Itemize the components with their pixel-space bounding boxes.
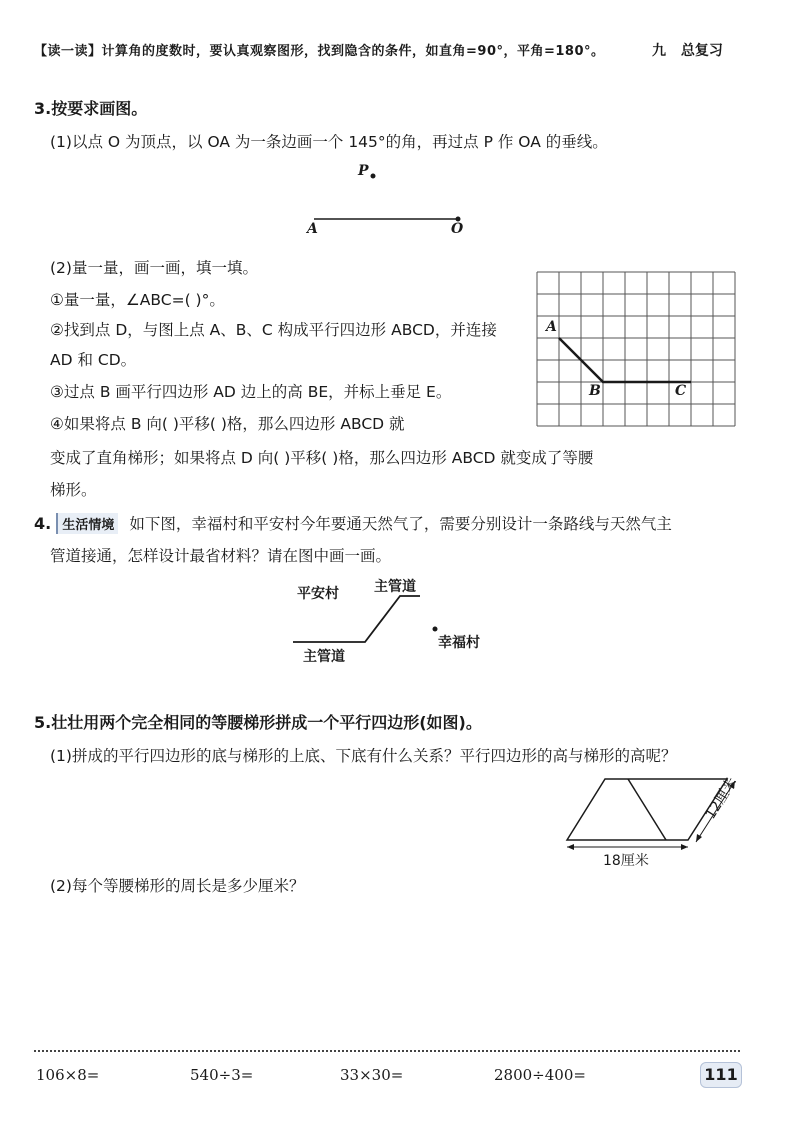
footer-calc-1: 106×8= bbox=[36, 1066, 100, 1084]
q3-part2-item2a: ②找到点 D，与图上点 A、B、C 构成平行四边形 ABCD，并连接 bbox=[50, 321, 497, 339]
footer-calc-2: 540÷3= bbox=[190, 1066, 254, 1084]
q4-text-a: 如下图，幸福村和平安村今年要通天然气了，需要分别设计一条路线与天然气主 bbox=[129, 515, 672, 533]
q4-text-b: 管道接通，怎样设计最省材料？请在图中画一画。 bbox=[50, 547, 392, 565]
page-number: 111 bbox=[700, 1062, 742, 1088]
q3-part2-item3: ③过点 B 画平行四边形 AD 边上的高 BE，并标上垂足 E。 bbox=[50, 383, 452, 401]
q4-tag: 生活情境 bbox=[56, 513, 118, 534]
grid-label-a: A bbox=[546, 319, 557, 335]
side-length-label: 12厘米 bbox=[702, 774, 741, 823]
q5-part1-text: (1)拼成的平行四边形的底与梯形的上底、下底有什么关系？平行四边形的高与梯形的高呢？ bbox=[50, 747, 677, 765]
q3-part2-item2b: AD 和 CD。 bbox=[50, 351, 137, 369]
q3-part1-text: (1)以点 O 为顶点，以 OA 为一条边画一个 145°的角，再过点 P 作 OA 的垂线。 bbox=[50, 133, 608, 151]
grid-label-c: C bbox=[675, 383, 687, 399]
label-main-pipe-bottom: 主管道 bbox=[303, 649, 345, 665]
q5-title: 5.壮壮用两个完全相同的等腰梯形拼成一个平行四边形(如图)。 bbox=[34, 713, 482, 732]
footer-divider bbox=[34, 1050, 740, 1052]
q3-part2-title: (2)量一量，画一画，填一填。 bbox=[50, 259, 258, 277]
header-tip: 【读一读】计算角的度数时，要认真观察图形，找到隐含的条件，如直角=90°，平角=180°。 bbox=[34, 44, 605, 59]
label-main-pipe-top: 主管道 bbox=[374, 579, 416, 595]
q5-part2-text: (2)每个等腰梯形的周长是多少厘米？ bbox=[50, 877, 305, 895]
q3-part2-item4c: 梯形。 bbox=[50, 481, 97, 499]
label-point-a: A bbox=[307, 221, 318, 237]
label-xingfu-village: 幸福村 bbox=[438, 635, 480, 651]
label-point-o: O bbox=[451, 221, 464, 237]
footer-calc-4: 2800÷400= bbox=[494, 1066, 586, 1084]
q3-title: 3.按要求画图。 bbox=[34, 99, 148, 118]
footer-calc-3: 33×30= bbox=[340, 1066, 404, 1084]
q3-part2-item4a: ④如果将点 B 向( )平移( )格，那么四边形 ABCD 就 bbox=[50, 415, 405, 433]
header-unit: 九 总复习 bbox=[652, 43, 723, 59]
q3-part2-item4b: 变成了直角梯形；如果将点 D 向( )平移( )格，那么四边形 ABCD 就变成了等腰 bbox=[50, 449, 594, 467]
trapezoid-divider bbox=[628, 779, 666, 840]
base-length-label: 18厘米 bbox=[603, 853, 649, 869]
grid-label-b: B bbox=[589, 383, 601, 399]
q4-number: 4. bbox=[34, 514, 52, 533]
label-point-p: P bbox=[358, 163, 369, 179]
q3-part2-item1: ①量一量，∠ABC=( )°。 bbox=[50, 291, 225, 309]
label-pingan-village: 平安村 bbox=[297, 586, 339, 602]
